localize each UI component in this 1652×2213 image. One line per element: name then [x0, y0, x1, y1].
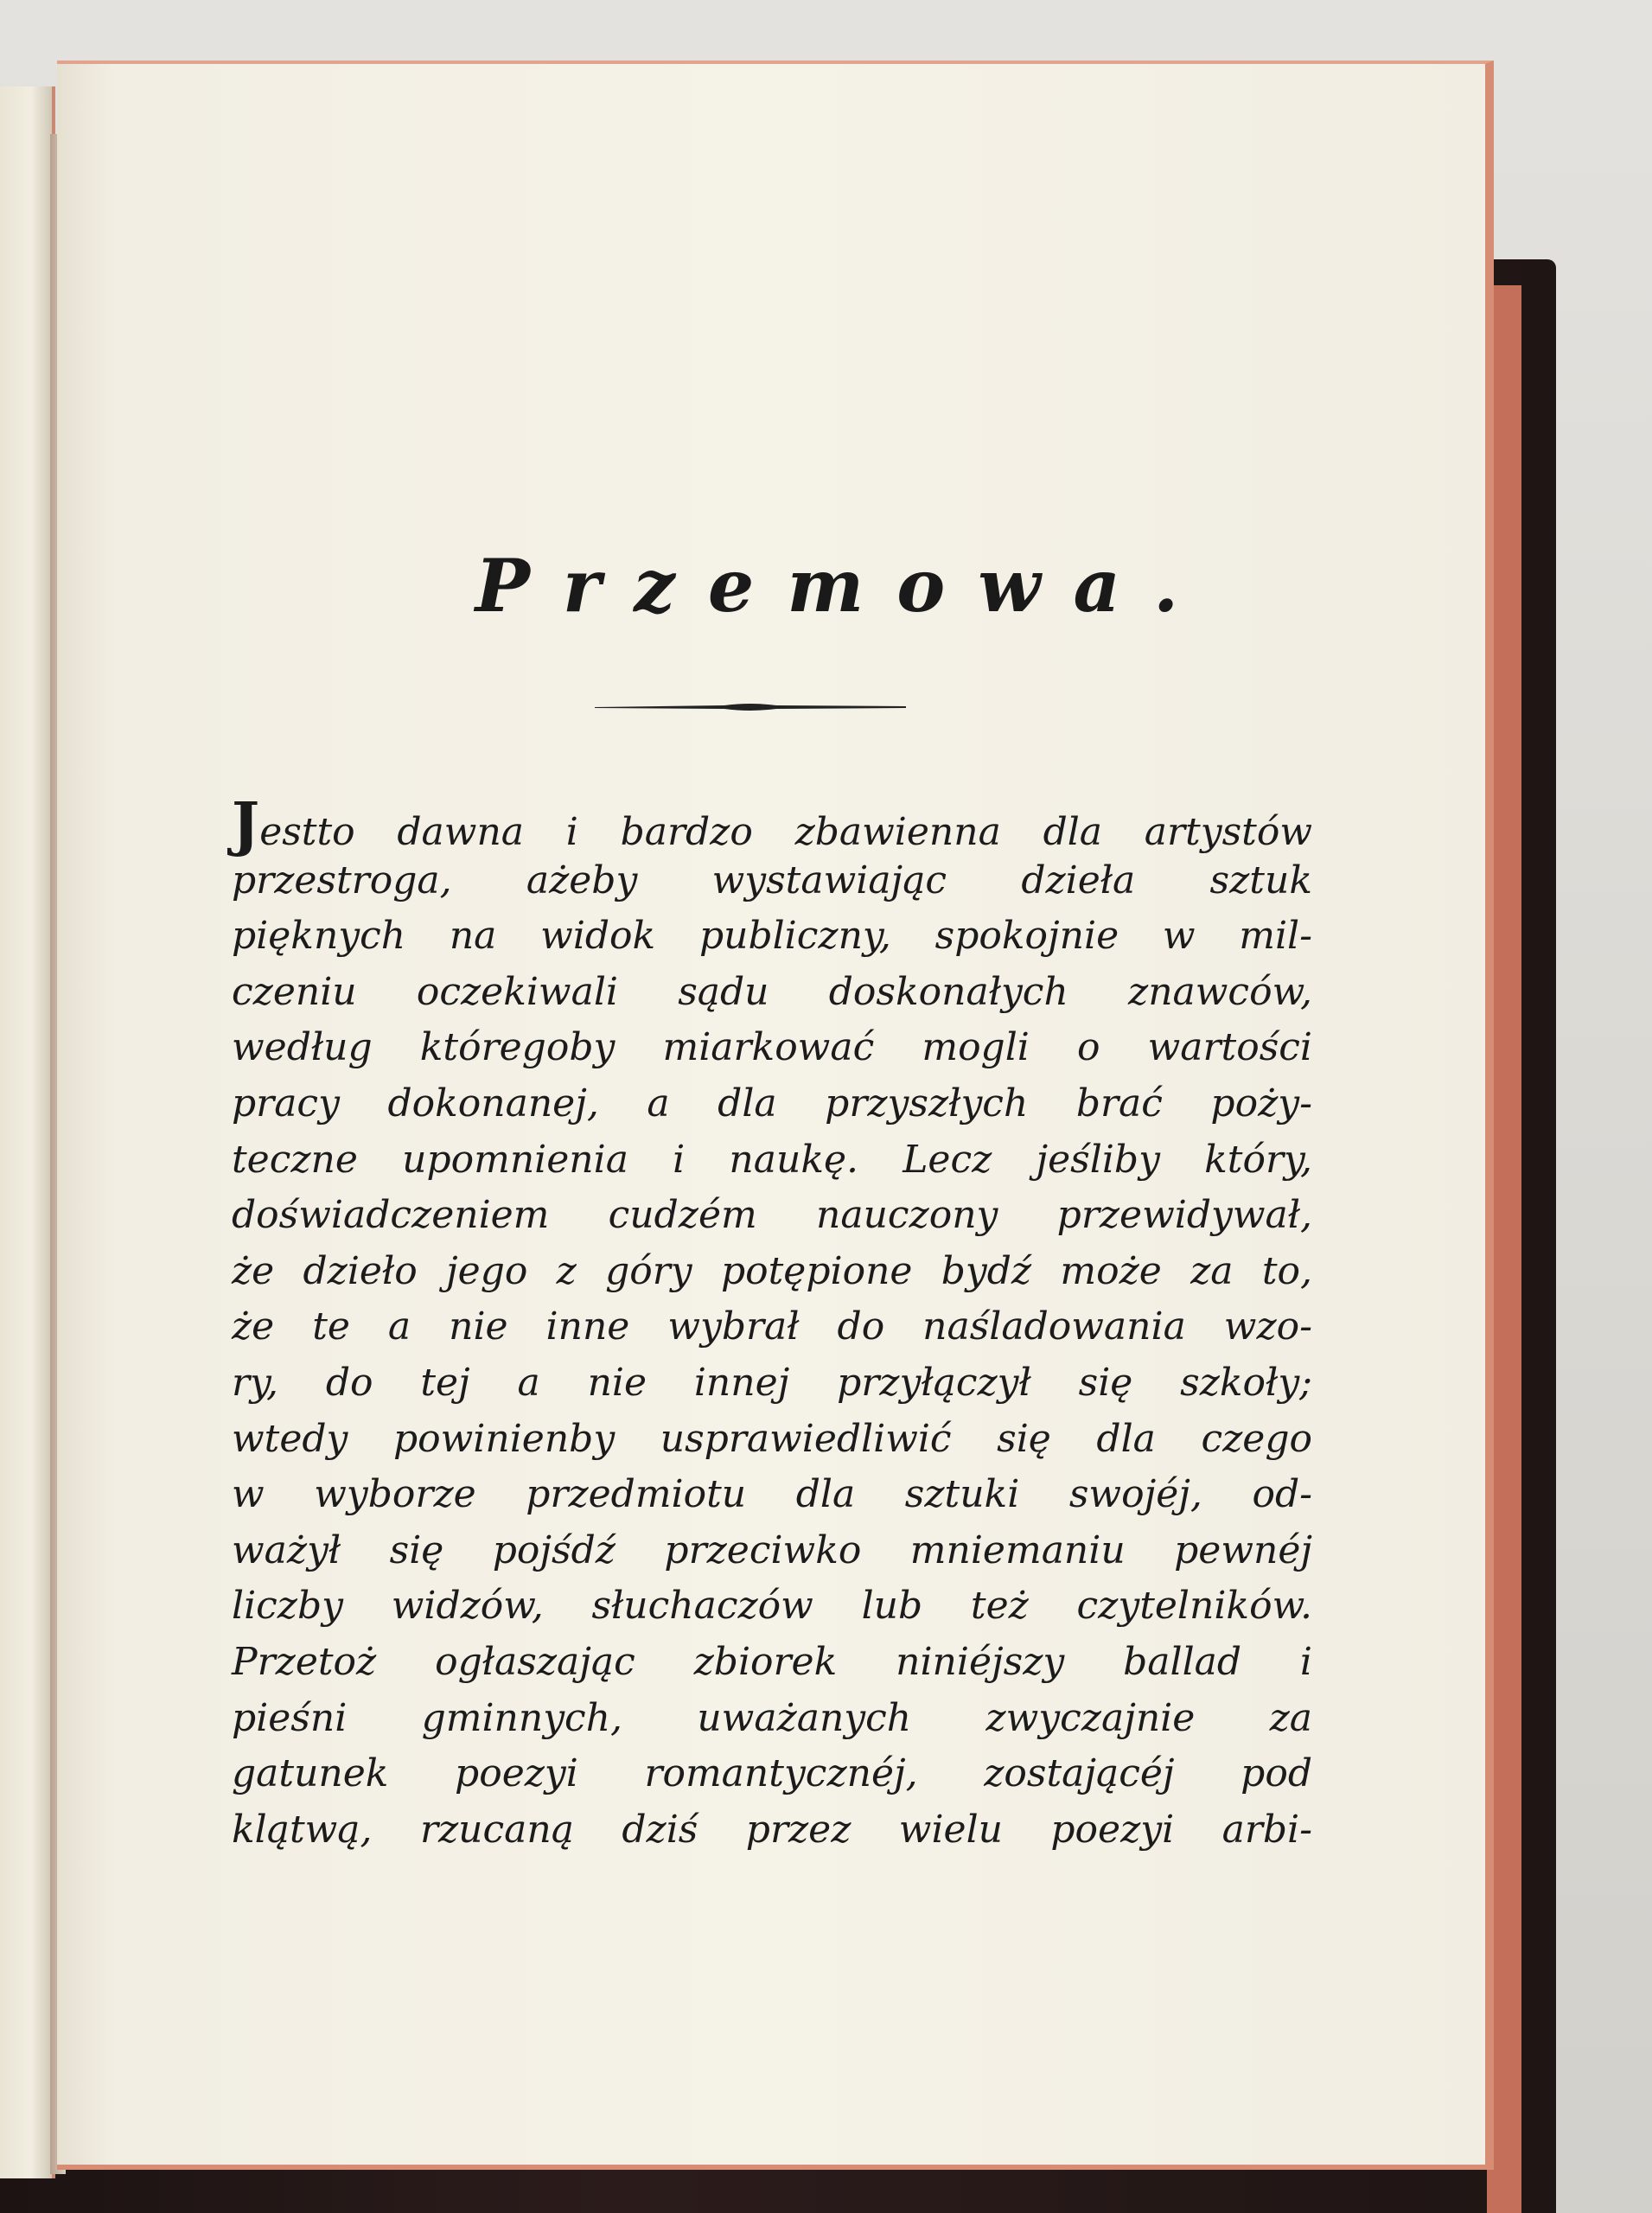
text-line: doświadczeniem cudzém nauczony przewidywał, — [232, 1193, 1312, 1238]
text-line: że te a nie inne wybrał do naśladowania wzo- — [232, 1304, 1312, 1349]
text-line: wtedy powinienby usprawiedliwić się dla czego — [232, 1416, 1312, 1461]
text-line: gatunek poezyi romantycznéj, zostającéj pod — [232, 1751, 1312, 1796]
text-line: w wyborze przedmiotu dla sztuki swojéj, od- — [232, 1472, 1312, 1517]
text-line: liczby widzów, słuchaczów lub też czytelników. — [232, 1584, 1312, 1629]
text-line: Przetoż ogłaszając zbiorek niniéjszy ballad i — [232, 1639, 1312, 1684]
text-line: pięknych na widok publiczny, spokojnie w mil- — [232, 914, 1312, 959]
body-text — [232, 790, 1312, 1858]
page-title: Przemowa. — [475, 543, 1212, 628]
text-line: ry, do tej a nie innej przyłączył się szkoły; — [232, 1360, 1312, 1405]
text-line: pieśni gminnych, uważanych zwyczajnie za — [232, 1695, 1312, 1740]
text-line: że dzieło jego z góry potępione bydź może za to, — [232, 1248, 1312, 1293]
text-line: według któregoby miarkować mogli o wartości — [232, 1025, 1312, 1070]
text-line: teczne upomnienia i naukę. Lecz jeśliby który, — [232, 1137, 1312, 1182]
title-rule — [595, 695, 906, 719]
text-line: ważył się pojśdź przeciwko mniemaniu pewnéj — [232, 1527, 1312, 1572]
text-line: przestroga, ażeby wystawiając dzieła sztuk — [232, 858, 1312, 902]
text-line: pracy dokonanej, a dla przyszłych brać poży- — [232, 1081, 1312, 1126]
text-line: klątwą, rzucaną dziś przez wielu poezyi arbi- — [232, 1807, 1312, 1852]
text-line: czeniu oczekiwali sądu doskonałych znawców, — [232, 969, 1312, 1014]
left-page — [0, 86, 55, 2178]
text-line: Jestto dawna i bardzo zbawienna dla artystów — [232, 790, 1312, 859]
